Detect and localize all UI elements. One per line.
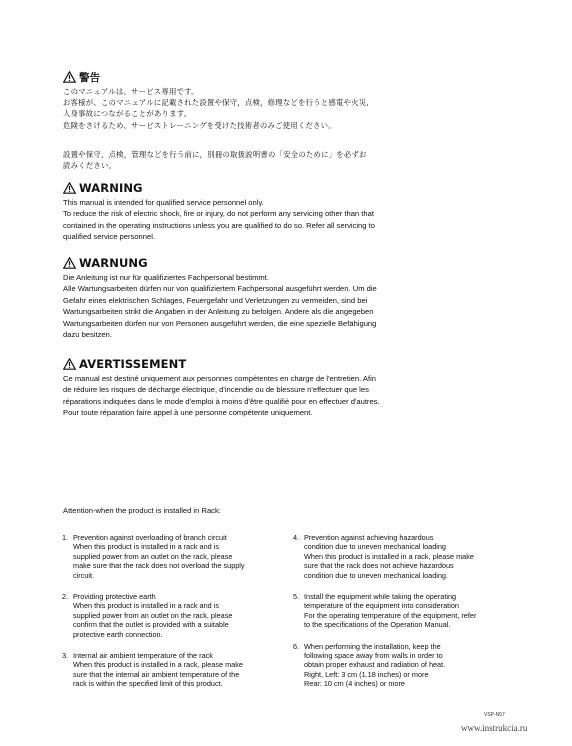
rack-item xyxy=(62,592,292,639)
warning-body-en xyxy=(63,197,483,243)
rack-item-heading: Internal air ambient temperature of the rack xyxy=(73,651,213,661)
warning-title-jp: 警告 xyxy=(79,71,101,84)
warning-line: de réduire les risques de décharge électrique, d'incendie ou de blessure n'effectuer que les xyxy=(63,385,369,395)
warning-line: Ce manual est destiné uniquement aux personnes compétentes en charge de l'entretien. Afin xyxy=(63,374,376,383)
rack-item-line: supplied power from an outlet on the rack, please xyxy=(73,551,233,561)
warning-triangle-icon xyxy=(63,257,76,269)
rack-item-line: obtain proper exhaust and radiation of heat. xyxy=(304,660,446,670)
document-code: VSP-N57 xyxy=(484,712,505,718)
rack-item-line: condition due to uneven mechanical loading. xyxy=(304,570,449,580)
warning-line: Die Anleitung ist nur für qualifiziertes Fachpersonal bestimmt. xyxy=(63,273,269,282)
warning-triangle-icon xyxy=(63,182,76,194)
warning-body-jp xyxy=(63,86,483,131)
rack-column-right xyxy=(293,533,523,689)
rack-item-heading: Prevention against achieving hazardous xyxy=(304,533,434,542)
warning-note-jp xyxy=(63,149,367,171)
rack-item-heading: Install the equipment while taking the operating xyxy=(304,592,457,602)
warning-line: réparations indiquées dans le mode d'emploi à moins d'être qualifié pour en effectuer d'autres. xyxy=(63,396,380,406)
rack-item-line: When this product is installed in a rack, please make xyxy=(304,551,474,561)
warning-line: This manual is intended for qualified service personnel only. xyxy=(63,198,264,207)
warning-line: dazu besitzen. xyxy=(63,330,112,340)
rack-section-title: Attention-when the product is installed in Rack: xyxy=(63,506,221,515)
rack-item-line: temperature of the equipment into consideration xyxy=(304,601,459,611)
rack-item-heading: Prevention against overloading of branch circuit xyxy=(73,533,227,542)
warning-line: Pour toute réparation faire appel à une personne compétente uniquement. xyxy=(63,408,313,418)
warning-heading-jp xyxy=(63,69,483,85)
warning-line: Wartungsarbeiten dürfen nur von Personen ausgeführt werden, die eine spezielle Befähigung xyxy=(63,318,377,328)
warning-line: Gefahr eines elektrischen Schlages, Feuergefahr und Verletzungen zu vermeiden, sind bei xyxy=(63,295,368,305)
rack-item-line: to the specifications of the Operation Manual. xyxy=(304,620,451,630)
rack-item xyxy=(293,592,523,630)
warning-triangle-icon xyxy=(63,71,76,83)
rack-item-line: Right, Left: 3 cm (1.18 inches) or more xyxy=(304,669,429,679)
rack-item-line: Rear: 10 cm (4 inches) or more xyxy=(304,679,405,689)
rack-item-line: When this product is installed in a rack, please make xyxy=(73,660,243,670)
rack-item xyxy=(293,642,523,689)
rack-item-line: sure that the internal air ambient temperature of the xyxy=(73,669,240,679)
warning-line: 設置や保守，点検，管理などを行う前に，別冊の取扱説明書の「安全のために」を必ずお xyxy=(63,150,367,159)
warning-line: qualified service personnel. xyxy=(63,232,156,242)
rack-item-line: supplied power from an outlet on the rack, please xyxy=(73,610,233,620)
rack-item xyxy=(62,651,292,689)
warning-title-de: WARNUNG xyxy=(79,256,148,270)
warning-heading-de xyxy=(63,255,483,271)
rack-item-heading: When performing the installation, keep the xyxy=(304,641,441,651)
rack-item-line: When this product is installed in a rack and is xyxy=(73,542,220,552)
warning-title-fr: AVERTISSEMENT xyxy=(79,357,187,371)
warning-heading-en xyxy=(63,180,483,196)
warning-line: このマニュアルは、サービス専用です。 xyxy=(63,87,199,96)
warning-line: To reduce the risk of electric shock, fire or injury, do not perform any servicing other than that xyxy=(63,209,374,219)
rack-item-line: following space away from walls in order to xyxy=(304,651,443,661)
warning-heading-fr xyxy=(63,356,483,372)
rack-item-number: 6. xyxy=(293,641,300,651)
rack-column-left xyxy=(62,533,292,689)
rack-item-line: When this product is installed in a rack and is xyxy=(73,601,220,611)
rack-item-line: rack is within the specified limit of this product. xyxy=(73,679,223,689)
warning-line: 人身事故につながることがあります。 xyxy=(63,109,192,119)
rack-item-number: 5. xyxy=(293,592,300,602)
warning-section-jp xyxy=(63,69,483,131)
rack-item-number: 3. xyxy=(62,651,69,661)
rack-item-line: sure that the rack does not achieve hazardous xyxy=(304,561,454,571)
warning-body-fr xyxy=(63,373,483,419)
rack-item-line: condition due to uneven mechanical loading xyxy=(304,542,446,552)
rack-item xyxy=(62,533,292,580)
rack-item-line: confirm that the outlet is provided with a suitable xyxy=(73,620,229,630)
warning-section-de xyxy=(63,255,483,340)
warning-line: 読みください。 xyxy=(63,161,117,171)
warning-body-de xyxy=(63,272,483,340)
rack-item-line: circuit. xyxy=(73,570,95,580)
watermark: www.instrukcia.ru xyxy=(461,723,528,733)
rack-item-number: 2. xyxy=(62,592,69,602)
rack-item xyxy=(293,533,523,580)
warning-line: contained in the operating instructions unless you are qualified to do so. Refer all servicing to xyxy=(63,220,375,230)
warning-title-en: WARNING xyxy=(79,181,143,195)
rack-item-line: protective earth connection. xyxy=(73,629,163,639)
warning-section-fr xyxy=(63,356,483,419)
rack-item-heading: Providing protective earth xyxy=(73,592,156,602)
warning-section-en xyxy=(63,180,483,243)
rack-item-line: make sure that the rack does not overload the supply xyxy=(73,561,245,571)
warning-line: Wartungsarbeiten strikt die Angaben in der Anleitung zu befolgen. Andere als die angegeben xyxy=(63,307,374,317)
warning-line: お客様が、このマニュアルに記載された設置や保守，点検，修理などを行うと感電や火災, xyxy=(63,98,369,108)
warning-triangle-icon xyxy=(63,358,76,370)
warning-line: 危険をさけるため、サービストレーニングを受けた技術者のみご使用ください。 xyxy=(63,120,336,130)
rack-item-line: For the operating temperature of the equipment, refer xyxy=(304,610,477,620)
rack-item-number: 4. xyxy=(293,533,300,542)
rack-item-number: 1. xyxy=(62,533,69,542)
warning-line: Alle Wartungsarbeiten dürfen nur von qualifiziertem Fachpersonal ausgeführt werden. Um die xyxy=(63,284,377,294)
